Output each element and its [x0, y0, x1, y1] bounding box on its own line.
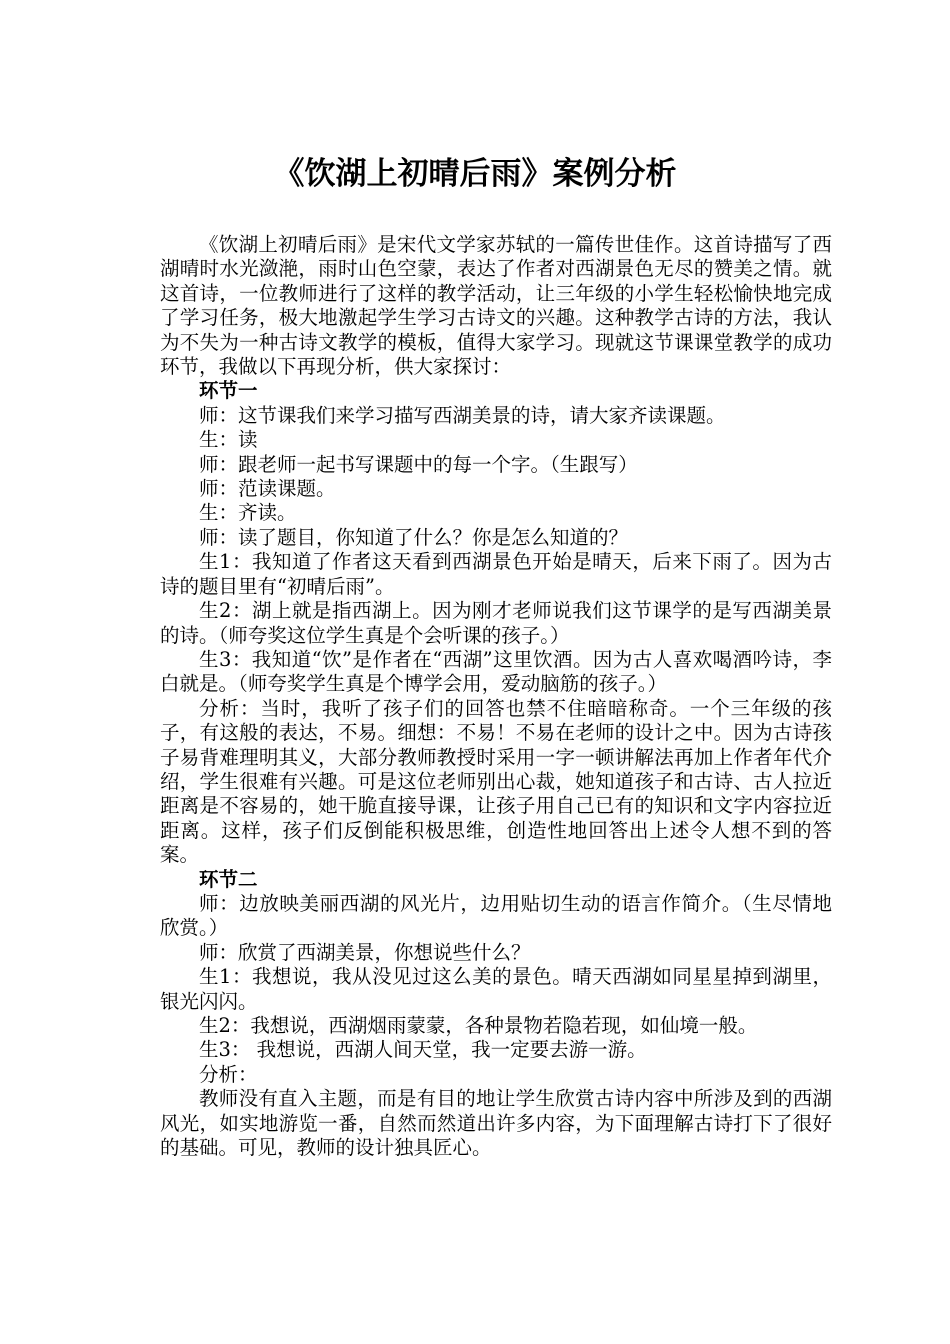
dialogue-line: 师：边放映美丽西湖的风光片，边用贴切生动的语言作简介。（生尽情地欣赏。） — [160, 891, 832, 940]
intro-paragraph: 《饮湖上初晴后雨》是宋代文学家苏轼的一篇传世佳作。这首诗描写了西湖晴时水光潋滟，雨时山色空蒙，表达了作者对西湖景色无尽的赞美之情。就这首诗，一位教师进行了这样的教学活动，让三年级的小学生轻松愉快地完成了学习任务，极大地激起学生学习古诗文的兴趣。这种教学古诗的方法，我认为不失为一种古诗文教学的模板，值得大家学习。现就这节课课堂教学的成功环节，我做以下再现分析，供大家探讨： — [160, 233, 832, 379]
document-title: 《饮湖上初晴后雨》案例分析 — [273, 156, 677, 192]
analysis-label: 分析： — [199, 1062, 258, 1086]
dialogue-line: 生：齐读。 — [199, 501, 297, 525]
analysis-paragraph: 教师没有直入主题，而是有目的地让学生欣赏古诗内容中所涉及到的西湖风光，如实地游览一番，自然而然道出许多内容，为下面理解古诗打下了很好的基础。可见，教师的设计独具匠心。 — [160, 1087, 832, 1160]
dialogue-line: 生1：我想说，我从没见过这么美的景色。晴天西湖如同星星掉到湖里，银光闪闪。 — [160, 965, 832, 1013]
dialogue-line: 生2：湖上就是指西湖上。因为刚才老师说我们这节课学的是写西湖美景的诗。（师夸奖这位学生真是个会听课的孩子。） — [160, 599, 832, 647]
analysis-paragraph: 分析：当时，我听了孩子们的回答也禁不住暗暗称奇。一个三年级的孩子，有这般的表达，不易。细想：不易！不易在老师的设计之中。因为古诗孩子易背难理明其义，大部分教师教授时采用一字一顿讲解法再加上作者年代介绍，学生很难有兴趣。可是这位老师别出心裁，她知道孩子和古诗、古人拉近距离是不容易的，她干脆直接导课，让孩子用自己已有的知识和文字内容拉近距离。这样，孩子们反倒能积极思维，创造性地回答出上述令人想不到的答案。 — [160, 696, 832, 867]
dialogue-line: 师：欣赏了西湖美景，你想说些什么？ — [199, 940, 531, 964]
document-body — [160, 233, 832, 1160]
dialogue-line: 师：这节课我们来学习描写西湖美景的诗，请大家齐读课题。 — [199, 403, 726, 427]
dialogue-line: 师：读了题目，你知道了什么？你是怎么知道的？ — [199, 525, 629, 549]
dialogue-line: 生1：我知道了作者这天看到西湖景色开始是晴天，后来下雨了。因为古诗的题目里有“初晴后雨”。 — [160, 550, 832, 598]
dialogue-line: 生2：我想说，西湖烟雨蒙蒙，各种景物若隐若现，如仙境一般。 — [199, 1014, 758, 1037]
dialogue-line: 生3：我知道“饮”是作者在“西湖”这里饮酒。因为古人喜欢喝酒吟诗，李白就是。（师夸奖学生真是个博学会用，爱动脑筋的孩子。） — [160, 647, 832, 696]
dialogue-line: 生3： 我想说，西湖人间天堂，我一定要去游一游。 — [199, 1038, 647, 1062]
dialogue-line: 生：读 — [199, 428, 258, 452]
dialogue-line: 师：跟老师一起书写课题中的每一个字。（生跟写） — [199, 452, 638, 476]
dialogue-line: 师：范读课题。 — [199, 477, 336, 501]
section-heading-1: 环节一 — [199, 379, 258, 403]
section-heading-2: 环节二 — [199, 867, 258, 891]
